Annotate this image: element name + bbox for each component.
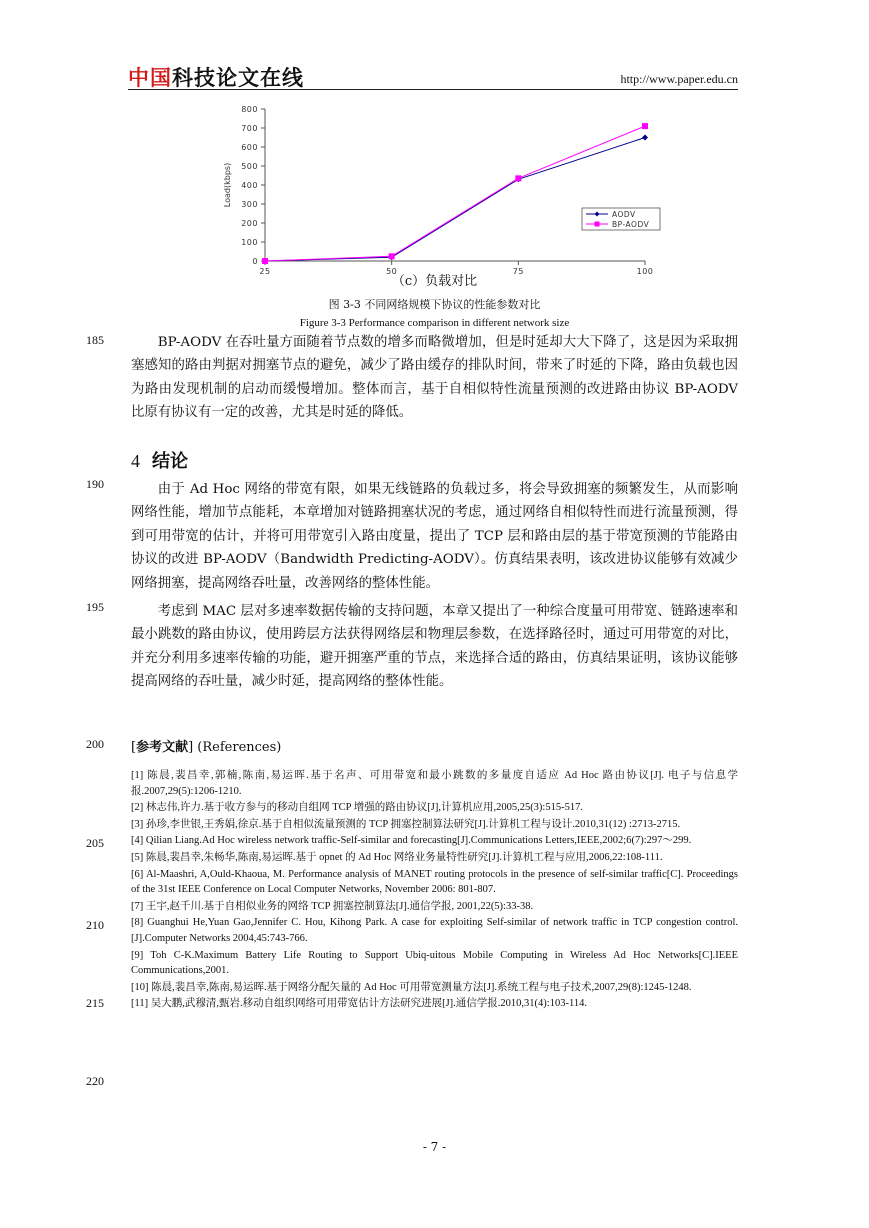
figure-caption-en: Figure 3-3 Performance comparison in different network size xyxy=(299,317,570,329)
reference-item: [9] Toh C-K.Maximum Battery Life Routing to Support Ubiq-uitous Mobile Computing in Wireless Ad Hoc Networks[C].IEEE Communications,2001. xyxy=(131,949,738,977)
journal-logo xyxy=(128,62,304,92)
line-number: 200 xyxy=(86,737,104,751)
reference-item: [8] Guanghui He,Yuan Gao,Jennifer C. Hou, Kihong Park. A case for exploiting Self-similar of network traffic in TCP congestion control.[J].Computer Networks 2004,45:743-766. xyxy=(131,917,738,944)
x-tick-label: 100 xyxy=(636,267,654,276)
page-number: - 7 - xyxy=(422,1140,447,1154)
data-point-bp-aodv xyxy=(515,175,521,181)
paragraph-text: 考虑到 MAC 层对多速率数据传输的支持问题，本章又提出了一种综合度量可用带宽、链路速率和最小跳数的路由协议，使用跨层方法获得网络层和物理层参数，在选择路径时，通过可用带宽的对比，并充分利用多速率传输的功能，避开拥塞严重的节点，来选择合适的路由，仿真结果证明，该协议能够提高网络的吞吐量，减少时延，提高网络的整体性能。 xyxy=(131,604,738,690)
paragraph-text: BP-AODV 在吞吐量方面随着节点数的增多而略微增加，但是时延却大大下降了，这是因为采取拥塞感知的路由判据对拥塞节点的避免，减少了路由缓存的排队时间，带来了时延的下降，路由负载也因为路由发现机制的启动而缓慢增加。整体而言，基于自相似特性流量预测的改进路由协议 BP-AODV 比原有协议有一定的改善，尤其是时延的降低。 xyxy=(131,335,738,421)
load-comparison-chart xyxy=(210,100,680,280)
reference-item: [10] 陈晨,裴昌幸,陈南,易运晖.基于网络分配矢量的 Ad Hoc 可用带宽测量方法[J].系统工程与电子技术,2007,29(8):1245-1248. xyxy=(131,981,692,993)
data-point-bp-aodv xyxy=(389,253,395,259)
header-divider xyxy=(128,89,738,90)
reference-item: [6] Al-Maashri, A,Ould-Khaoua, M. Performance analysis of MANET routing protocols in the presence of self-similar traffic[C]. Proceedings of the 31st IEEE Conference on Local Computer Networks, November 2006: 801-807. xyxy=(131,868,738,896)
paragraph-text: 由于 Ad Hoc 网络的带宽有限，如果无线链路的负载过多，将会导致拥塞的频繁发生，从而影响网络性能，增加节点能耗，本章增加对链路拥塞状况的考虑，通过网络自相似特性而进行流量预测，得到可用带宽的估计，并将可用带宽引入路由度量，提出了 TCP 层和路由层的基于带宽预测的节能路由协议的改进 BP-AODV（Bandwidth Predicting-AODV）。仿真结果表明，该改进协议能够有效减少网络拥塞，提高网络吞吐量，改善网络的整体性能。 xyxy=(131,482,738,591)
header-url[interactable]: http://www.paper.edu.cn xyxy=(620,72,738,86)
references-heading-bold: 参考文献 xyxy=(136,740,189,755)
legend-label: AODV xyxy=(612,210,636,219)
reference-item: [2] 林志伟,许力.基于收方参与的移动自组网 TCP 增强的路由协议[J],计算机应用,2005,25(3):515-517. xyxy=(131,802,583,814)
reference-item: [5] 陈晨,裴昌幸,朱畅华,陈南,易运晖.基于 opnet 的 Ad Hoc 网络业务量特性研究[J].计算机工程与应用,2006,22:108-111. xyxy=(131,851,663,863)
x-tick-label: 25 xyxy=(259,267,271,276)
references-heading: [参考文献] (References) xyxy=(131,740,282,755)
y-tick-label: 700 xyxy=(241,124,258,133)
references-heading-en: (References) xyxy=(193,740,282,755)
y-tick-label: 100 xyxy=(241,238,258,247)
paragraph-results xyxy=(131,331,738,425)
y-tick-label: 300 xyxy=(241,200,258,209)
line-number: 195 xyxy=(86,600,104,614)
reference-item: [4] Qilian Liang.Ad Hoc wireless network traffic-Self-similar and forecasting[J].Communications Letters,IEEE,2002;6(7):297～299. xyxy=(131,835,692,847)
data-point-bp-aodv xyxy=(642,123,648,129)
section-heading xyxy=(131,447,188,473)
figure-caption-cn: 图 3-3 不同网络规模下协议的性能参数对比 xyxy=(328,298,541,311)
line-number: 215 xyxy=(86,996,104,1010)
reference-item: [3] 孙珍,李世银,王秀娟,徐京.基于自相似流量预测的 TCP 拥塞控制算法研究[J].计算机工程与设计.2010,31(12) :2713-2715. xyxy=(131,818,681,830)
x-tick-label: 75 xyxy=(512,267,524,276)
y-tick-label: 400 xyxy=(241,181,258,190)
line-number: 190 xyxy=(86,477,104,491)
x-tick-label: 50 xyxy=(386,267,398,276)
line-number: 185 xyxy=(86,333,104,347)
legend-marker xyxy=(595,222,600,227)
y-tick-label: 600 xyxy=(241,143,258,152)
logo-black-text: 科技论文在线 xyxy=(172,66,304,90)
reference-item: [7] 王宇,赵千川.基于自相似业务的网络 TCP 拥塞控制算法[J].通信学报, 2001,22(5):33-38. xyxy=(131,900,534,912)
line-number: 220 xyxy=(86,1074,104,1088)
data-point-aodv xyxy=(642,135,648,141)
legend-label: BP-AODV xyxy=(612,220,650,229)
figure-subcaption: （c）负载对比 xyxy=(391,274,478,289)
paragraph-conclusion-1 xyxy=(131,478,738,595)
y-axis-label: Load(kbps) xyxy=(223,162,232,208)
line-number: 205 xyxy=(86,836,104,850)
logo-red-text: 中国 xyxy=(128,66,172,90)
y-tick-label: 0 xyxy=(252,257,258,266)
y-tick-label: 800 xyxy=(241,105,258,114)
series-line-aodv xyxy=(265,138,645,262)
y-tick-label: 500 xyxy=(241,162,258,171)
series-line-bp-aodv xyxy=(265,126,645,261)
reference-item: [11] 吴大鹏,武穆清,甄岩.移动自组织网络可用带宽估计方法研究进展[J].通信学报.2010,31(4):103-114. xyxy=(131,998,587,1010)
section-title: 结论 xyxy=(152,451,188,472)
line-number: 210 xyxy=(86,918,104,932)
reference-item: [1] 陈晨,裴昌幸,郭楠,陈南,易运晖.基于名声、可用带宽和最小跳数的多量度自适应 Ad Hoc 路由协议[J]. 电子与信息学报.2007,29(5):1206-1210. xyxy=(131,770,738,797)
y-tick-label: 200 xyxy=(241,219,258,228)
data-point-bp-aodv xyxy=(262,258,268,264)
paragraph-conclusion-2 xyxy=(131,600,738,694)
section-number: 4 xyxy=(131,451,140,471)
reference-list xyxy=(131,768,738,1013)
